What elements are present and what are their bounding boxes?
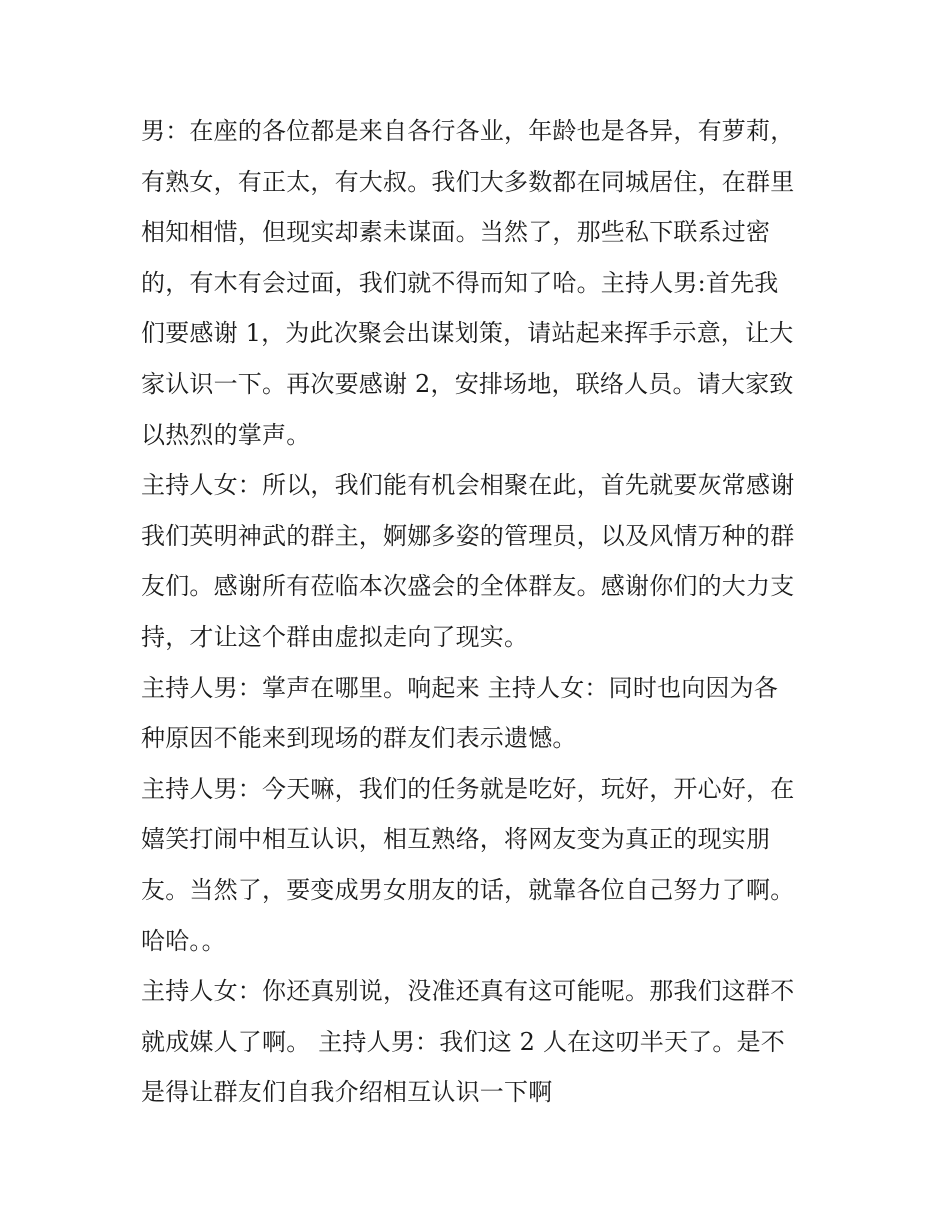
- text-line: 主持人女：所以，我们能有机会相聚在此，首先就要灰常感谢: [141, 471, 795, 500]
- text-line: 哈哈。。: [141, 926, 226, 955]
- text-line: 就成媒人了啊。 主持人男：我们这 2 人在这叨半天了。是不: [141, 1027, 785, 1056]
- text-line: 家认识一下。再次要感谢 2，安排场地，联络人员。请大家致: [141, 369, 794, 398]
- text-line: 种原因不能来到现场的群友们表示遗憾。: [141, 724, 577, 753]
- text-line: 相知相惜，但现实却素未谋面。当然了，那些私下联系过密: [141, 218, 771, 247]
- text-line: 们要感谢 1，为此次聚会出谋划策，请站起来挥手示意，让大: [141, 319, 794, 348]
- text-line: 是得让群友们自我介绍相互认识一下啊: [141, 1078, 553, 1107]
- text-line: 的，有木有会过面，我们就不得而知了哈。主持人男:首先我: [141, 268, 779, 297]
- text-line: 持，才让这个群由虚拟走向了现实。: [141, 622, 529, 651]
- text-line: 以热烈的掌声。: [141, 420, 311, 449]
- text-line: 嬉笑打闹中相互认识，相互熟络，将网友变为真正的现实朋: [141, 825, 771, 854]
- text-line: 友。当然了，要变成男女朋友的话，就靠各位自己努力了啊。: [141, 875, 795, 904]
- text-line: 友们。感谢所有莅临本次盛会的全体群友。感谢你们的大力支: [141, 572, 795, 601]
- text-line: 主持人男：掌声在哪里。响起来 主持人女：同时也向因为各: [141, 673, 779, 702]
- text-line: 主持人男：今天嘛，我们的任务就是吃好，玩好，开心好，在: [141, 774, 795, 803]
- text-line: 我们英明神武的群主，婀娜多姿的管理员，以及风情万种的群: [141, 521, 795, 550]
- text-line: 男：在座的各位都是来自各行各业，年龄也是各异，有萝莉，: [141, 117, 795, 145]
- document-body: [141, 106, 821, 1118]
- text-line: 有熟女，有正太，有大叔。我们大多数都在同城居住，在群里: [141, 167, 795, 196]
- text-line: 主持人女：你还真别说，没准还真有这可能呢。那我们这群不: [141, 977, 795, 1006]
